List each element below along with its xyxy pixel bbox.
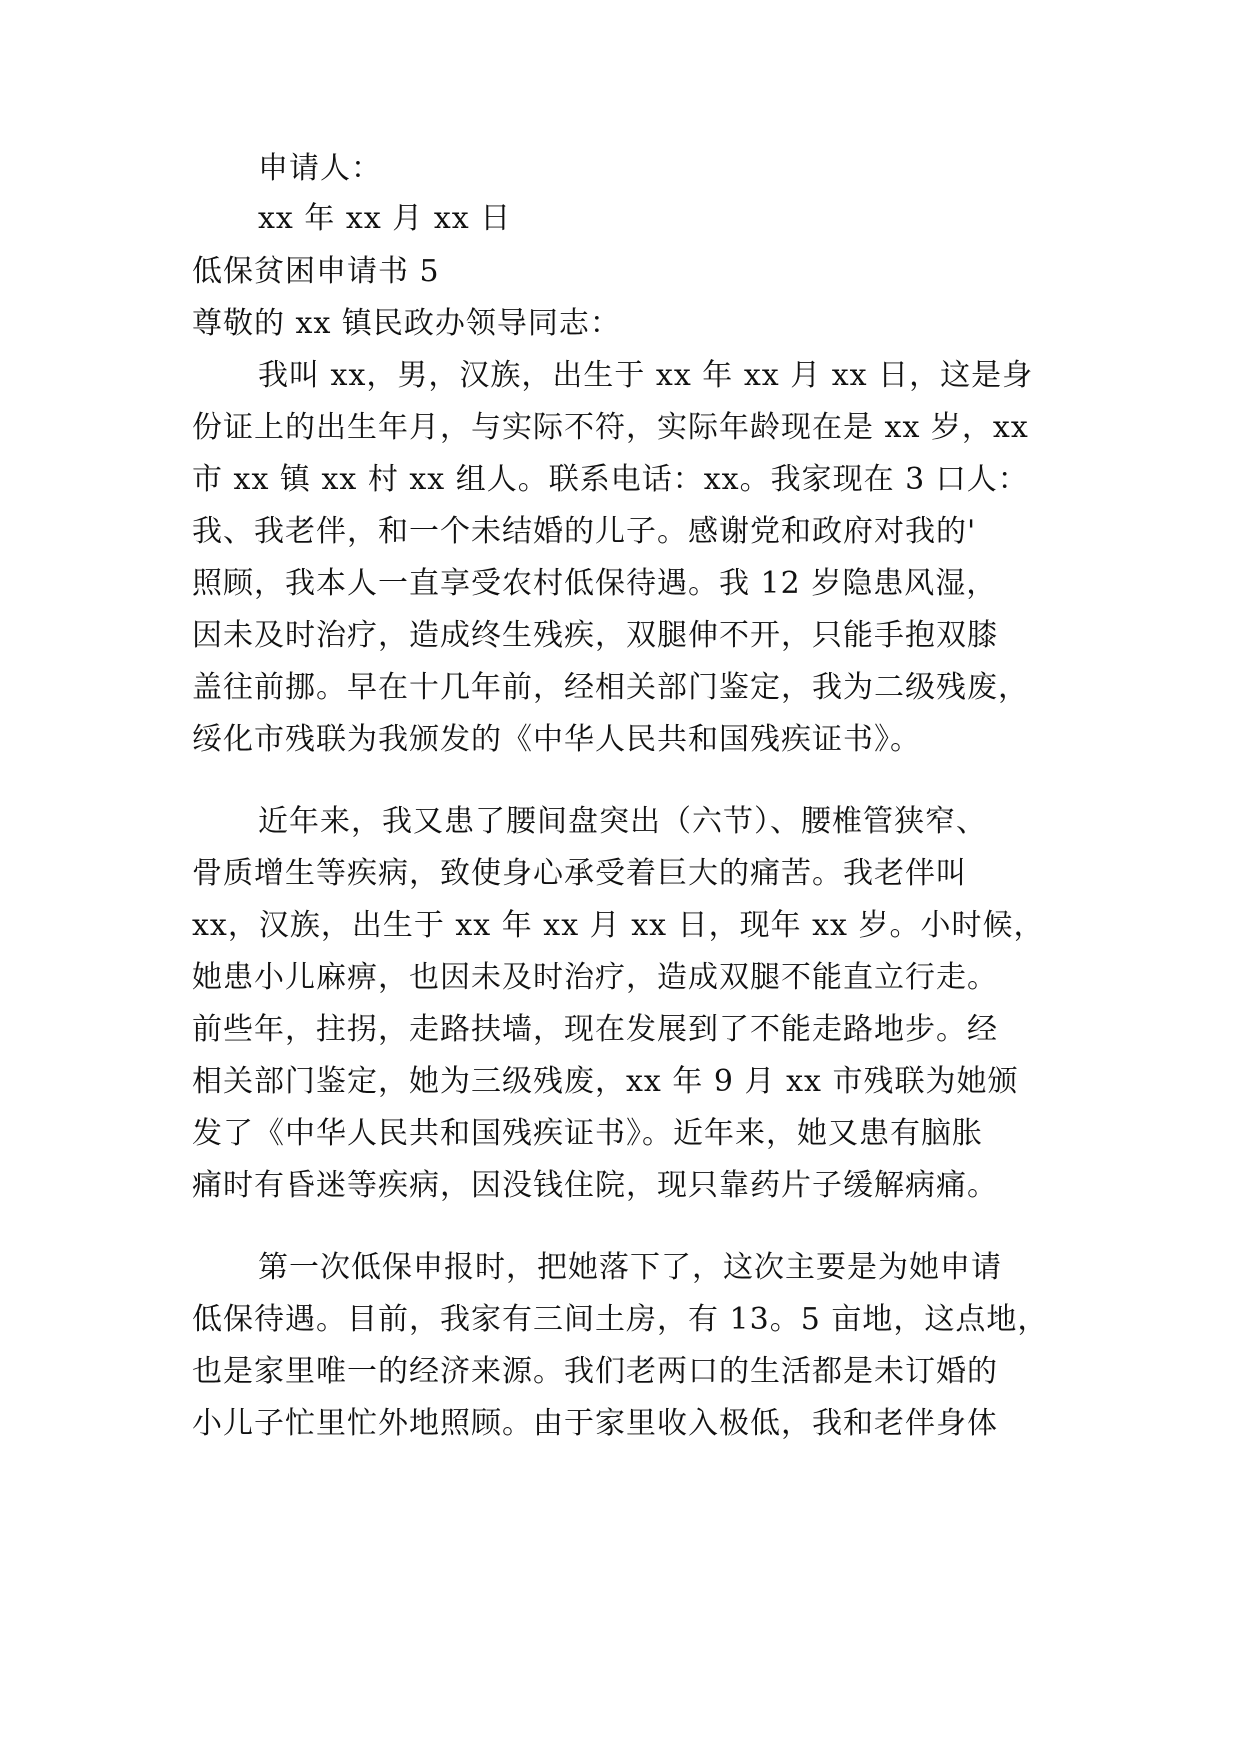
body-line: 她患小儿麻痹，也因未及时治疗，造成双腿不能直立行走。 bbox=[192, 960, 998, 995]
body-line: 照顾，我本人一直享受农村低保待遇。我 12 岁隐患风湿， bbox=[192, 566, 998, 601]
body-line: 也是家里唯一的经济来源。我们老两口的生活都是未订婚的 bbox=[192, 1354, 998, 1389]
body-line: 市 xx 镇 xx 村 xx 组人。联系电话：xx。我家现在 3 口人： bbox=[192, 462, 1029, 497]
body-line: xx，汉族，出生于 xx 年 xx 月 xx 日，现年 xx 岁。小时候， bbox=[192, 908, 1045, 943]
body-line: 盖往前挪。早在十几年前，经相关部门鉴定，我为二级残废， bbox=[192, 670, 1029, 705]
body-line: 发了《中华人民共和国残疾证书》。近年来，她又患有脑胀 bbox=[192, 1116, 983, 1151]
body-line: 近年来，我又患了腰间盘突出（六节）、腰椎管狭窄、 bbox=[258, 804, 987, 839]
body-line: 相关部门鉴定，她为三级残废，xx 年 9 月 xx 市残联为她颁 bbox=[192, 1064, 1019, 1099]
body-line: 绥化市残联为我颁发的《中华人民共和国残疾证书》。 bbox=[192, 722, 921, 757]
body-line: 骨质增生等疾病，致使身心承受着巨大的痛苦。我老伴叫 bbox=[192, 856, 967, 891]
body-line: 第一次低保申报时，把她落下了，这次主要是为她申请 bbox=[258, 1250, 1002, 1285]
body-line: 我叫 xx，男，汉族，出生于 xx 年 xx 月 xx 日，这是身 bbox=[258, 358, 1034, 393]
document-title: 低保贫困申请书 5 bbox=[192, 254, 440, 289]
date-line: xx 年 xx 月 xx 日 bbox=[258, 201, 512, 236]
body-line: 因未及时治疗，造成终生残疾，双腿伸不开，只能手抱双膝 bbox=[192, 618, 998, 653]
body-line: 份证上的出生年月，与实际不符，实际年龄现在是 xx 岁，xx bbox=[192, 410, 1029, 445]
body-line: 小儿子忙里忙外地照顾。由于家里收入极低，我和老伴身体 bbox=[192, 1406, 998, 1441]
salutation: 尊敬的 xx 镇民政办领导同志： bbox=[192, 306, 621, 341]
applicant-label: 申请人： bbox=[258, 151, 382, 186]
body-line: 前些年，拄拐，走路扶墙，现在发展到了不能走路地步。经 bbox=[192, 1012, 998, 1047]
body-line: 痛时有昏迷等疾病，因没钱住院，现只靠药片子缓解病痛。 bbox=[192, 1168, 998, 1203]
body-line: 我、我老伴，和一个未结婚的儿子。感谢党和政府对我的' bbox=[192, 514, 977, 549]
body-line: 低保待遇。目前，我家有三间土房，有 13。5 亩地，这点地， bbox=[192, 1302, 1049, 1337]
